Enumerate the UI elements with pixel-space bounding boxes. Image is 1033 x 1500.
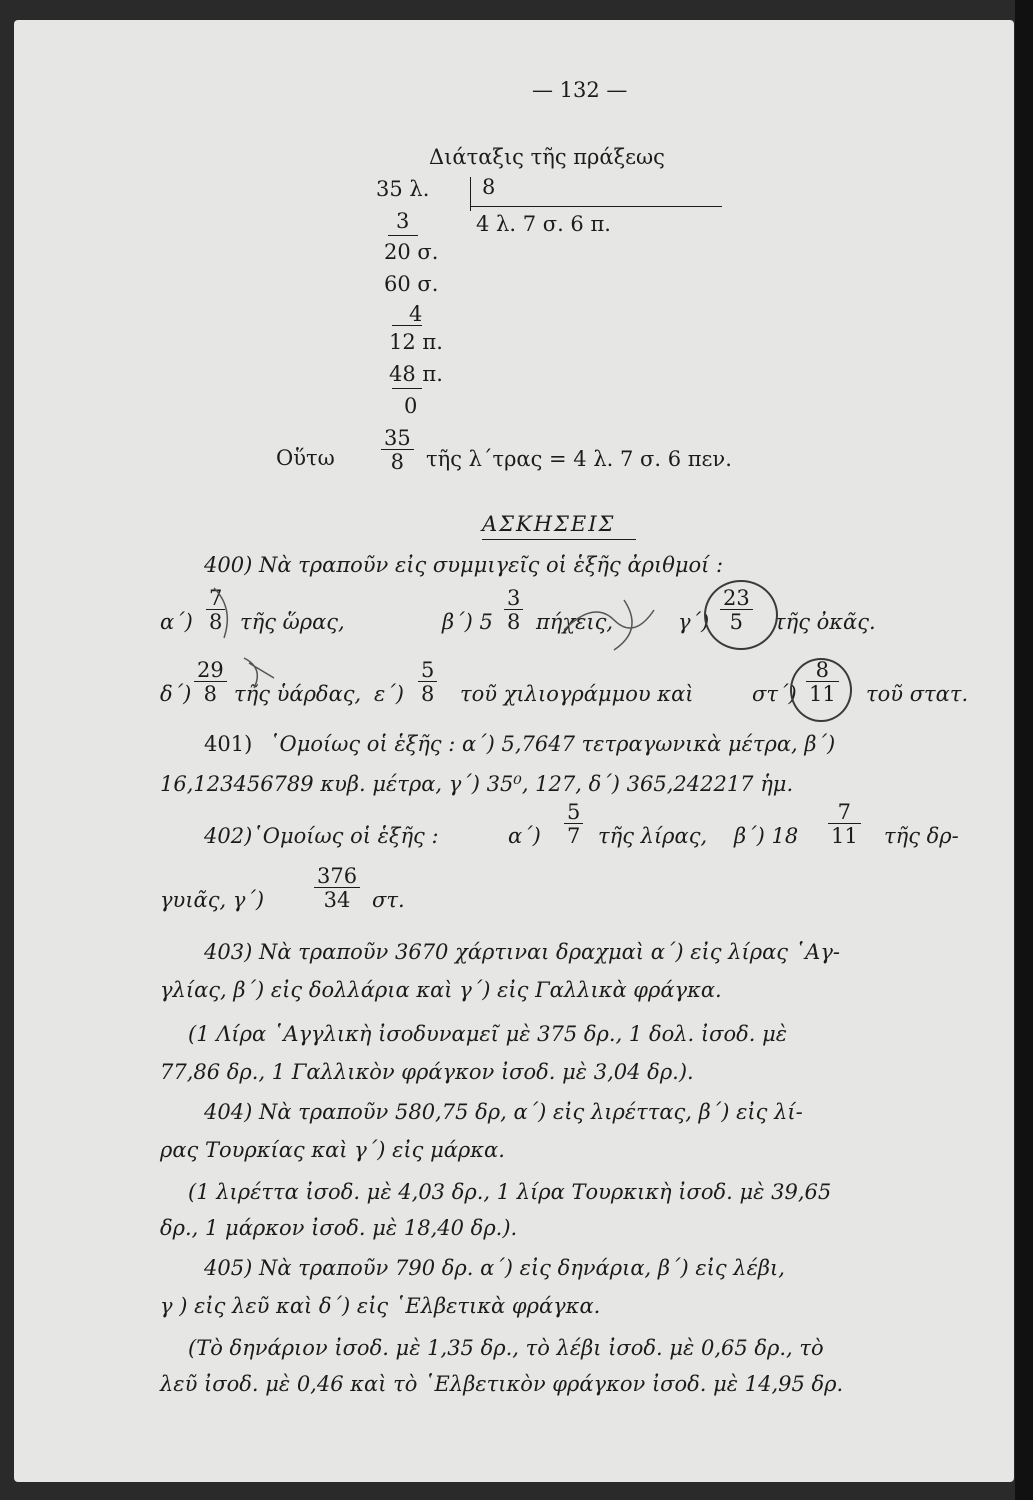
ex400-d-label: δ΄) <box>160 682 192 706</box>
ex400-f-label: στ΄) <box>752 682 797 706</box>
fraction-numerator: 5 <box>421 658 435 682</box>
fraction-numerator: 35 <box>384 426 411 450</box>
division-row: 48 π. <box>389 362 443 386</box>
division-underline <box>392 388 422 389</box>
division-row: 3 <box>396 209 410 233</box>
ex405-line1: 405) Νὰ τραποῦν 790 δρ. α΄) εἰς δηνάρια, β΄) εἰς λέβι, <box>204 1256 785 1280</box>
ex402-b-label: β΄) 18 <box>734 824 799 848</box>
fraction-numerator: 8 <box>815 658 830 682</box>
ex402-c-fraction <box>314 866 360 911</box>
ex400-d-text: τῆς ὑάρδας, <box>234 682 362 706</box>
ex400-a-text: τῆς ὥρας, <box>240 610 345 634</box>
fraction-denominator: 11 <box>806 681 839 705</box>
pencil-circle-mark <box>704 580 778 650</box>
ex400-e-text: τοῦ χιλιογράμμου καὶ <box>460 682 694 706</box>
result-text: τῆς λ΄τρας = 4 λ. 7 σ. 6 πεν. <box>426 447 732 471</box>
fraction-numerator: 7 <box>209 586 223 610</box>
ex401-number: 401) <box>204 732 253 756</box>
ex402-c-text: στ. <box>372 888 405 912</box>
ex400-intro: 400) Νὰ τραποῦν εἰς συμμιγεῖς οἱ ἑξῆς ἀριθμοί : <box>204 553 724 577</box>
ex402-a-label: α΄) <box>508 824 541 848</box>
ex402-a-fraction <box>564 802 583 847</box>
ex400-c-label: γ΄) <box>678 610 710 634</box>
ex401-line1: ῾Ομοίως οἱ ἑξῆς : α΄) 5,7647 τετραγωνικὰ μέτρα, β΄) <box>269 732 836 756</box>
ex402-b-fraction <box>828 802 861 847</box>
division-quotient: 4 λ. 7 σ. 6 π. <box>476 212 611 236</box>
ex403-line2: γλίας, β΄) εἰς δολλάρια καὶ γ΄) εἰς Γαλλικὰ φράγκα. <box>160 978 722 1002</box>
fraction-denominator: 5 <box>720 609 753 633</box>
ex403-line3: (1 Λίρα ῾Αγγλικὴ ἰσοδυναμεῖ μὲ 375 δρ., 1 δολ. ἰσοδ. μὲ <box>188 1022 788 1046</box>
ex400-b-fraction <box>504 588 523 633</box>
ex402-b-text: τῆς δρ- <box>884 824 959 848</box>
ex404-line1: 404) Νὰ τραποῦν 580,75 δρ, α΄) εἰς λιρέττας, β΄) εἰς λί- <box>204 1100 803 1124</box>
page-number: — 132 — <box>532 78 628 102</box>
ex405-line4: λεῦ ἰσοδ. μὲ 0,46 καὶ τὸ ῾Ελβετικὸν φράγκον ἰσοδ. μὲ 14,95 δρ. <box>160 1372 844 1396</box>
fraction-numerator: 29 <box>197 658 224 682</box>
fraction-denominator: 8 <box>381 449 414 473</box>
ex400-b-label: β΄) 5 <box>442 610 493 634</box>
exercises-heading: ΑΣΚΗΣΕΙΣ <box>482 512 616 536</box>
division-row: 20 σ. <box>384 240 439 264</box>
division-row: 35 λ. <box>376 177 430 201</box>
pencil-circle-mark <box>790 658 852 722</box>
pencil-scribble-mark <box>194 568 314 698</box>
ex403-line4: 77,86 δρ., 1 Γαλλικὸν φράγκον ἰσοδ. μὲ 3,04 δρ.). <box>160 1060 694 1084</box>
fraction-denominator: 7 <box>564 823 583 847</box>
fraction-denominator: 34 <box>314 887 360 911</box>
fraction-denominator: 8 <box>504 609 523 633</box>
fraction-numerator: 5 <box>567 800 581 824</box>
division-underline <box>388 235 418 236</box>
ex402-a-text: τῆς λίρας, <box>598 824 708 848</box>
ex400-e-fraction <box>418 660 437 705</box>
fraction-denominator: 8 <box>194 681 227 705</box>
fraction-numerator: 376 <box>317 864 358 888</box>
ex400-c-text: τῆς ὀκᾶς. <box>774 610 876 634</box>
ex404-line4: δρ., 1 μάρκον ἰσοδ. μὲ 18,40 δρ.). <box>160 1216 518 1240</box>
scan-edge <box>1015 0 1033 1500</box>
fraction-numerator: 7 <box>837 800 852 824</box>
fraction-denominator: 11 <box>828 823 861 847</box>
ex401-line2: 16,123456789 κυβ. μέτρα, γ΄) 35⁰, 127, δ΄) 365,242217 ἡμ. <box>160 772 794 796</box>
ex400-f-text: τοῦ στατ. <box>866 682 969 706</box>
fraction-denominator: 8 <box>418 681 437 705</box>
division-row: 0 <box>404 394 418 418</box>
ex405-line3: (Τὸ δηνάριον ἰσοδ. μὲ 1,35 δρ., τὸ λέβι ἰσοδ. μὲ 0,65 δρ., τὸ <box>188 1336 824 1360</box>
pencil-scribble-mark <box>554 580 674 660</box>
result-fraction <box>381 428 414 473</box>
ex404-line2: ρας Τουρκίας καὶ γ΄) εἰς μάρκα. <box>160 1138 505 1162</box>
ex404-line3: (1 λιρέττα ἰσοδ. μὲ 4,03 δρ., 1 λίρα Τουρκικὴ ἰσοδ. μὲ 39,65 <box>188 1180 832 1204</box>
division-row: 4 <box>409 302 423 326</box>
fraction-denominator: 8 <box>206 609 225 633</box>
ex402-c-prefix: γυιᾶς, γ΄) <box>160 888 265 912</box>
heading-underline <box>482 539 636 540</box>
fraction-numerator: 3 <box>507 586 521 610</box>
ex403-line1: 403) Νὰ τραποῦν 3670 χάρτιναι δραχμαὶ α΄) εἰς λίρας ῾Αγ- <box>204 940 840 964</box>
book-page <box>14 20 1014 1482</box>
ex400-a-label: α΄) <box>160 610 193 634</box>
division-bracket-line <box>470 206 722 207</box>
fraction-numerator: 23 <box>723 586 750 610</box>
ex400-b-text: πήχεις, <box>536 610 614 634</box>
result-label: Οὕτω <box>276 446 335 470</box>
division-title: Διάταξις τῆς πράξεως <box>429 145 665 169</box>
ex402-intro: 402)῾Ομοίως οἱ ἑξῆς : <box>204 824 439 848</box>
division-divisor: 8 <box>482 175 496 199</box>
division-underline <box>392 325 422 326</box>
division-row: 60 σ. <box>384 272 439 296</box>
ex405-line2: γ ) εἰς λεῦ καὶ δ΄) εἰς ῾Ελβετικὰ φράγκα. <box>160 1294 601 1318</box>
division-row: 12 π. <box>389 330 443 354</box>
ex400-e-label: ε΄) <box>374 682 404 706</box>
